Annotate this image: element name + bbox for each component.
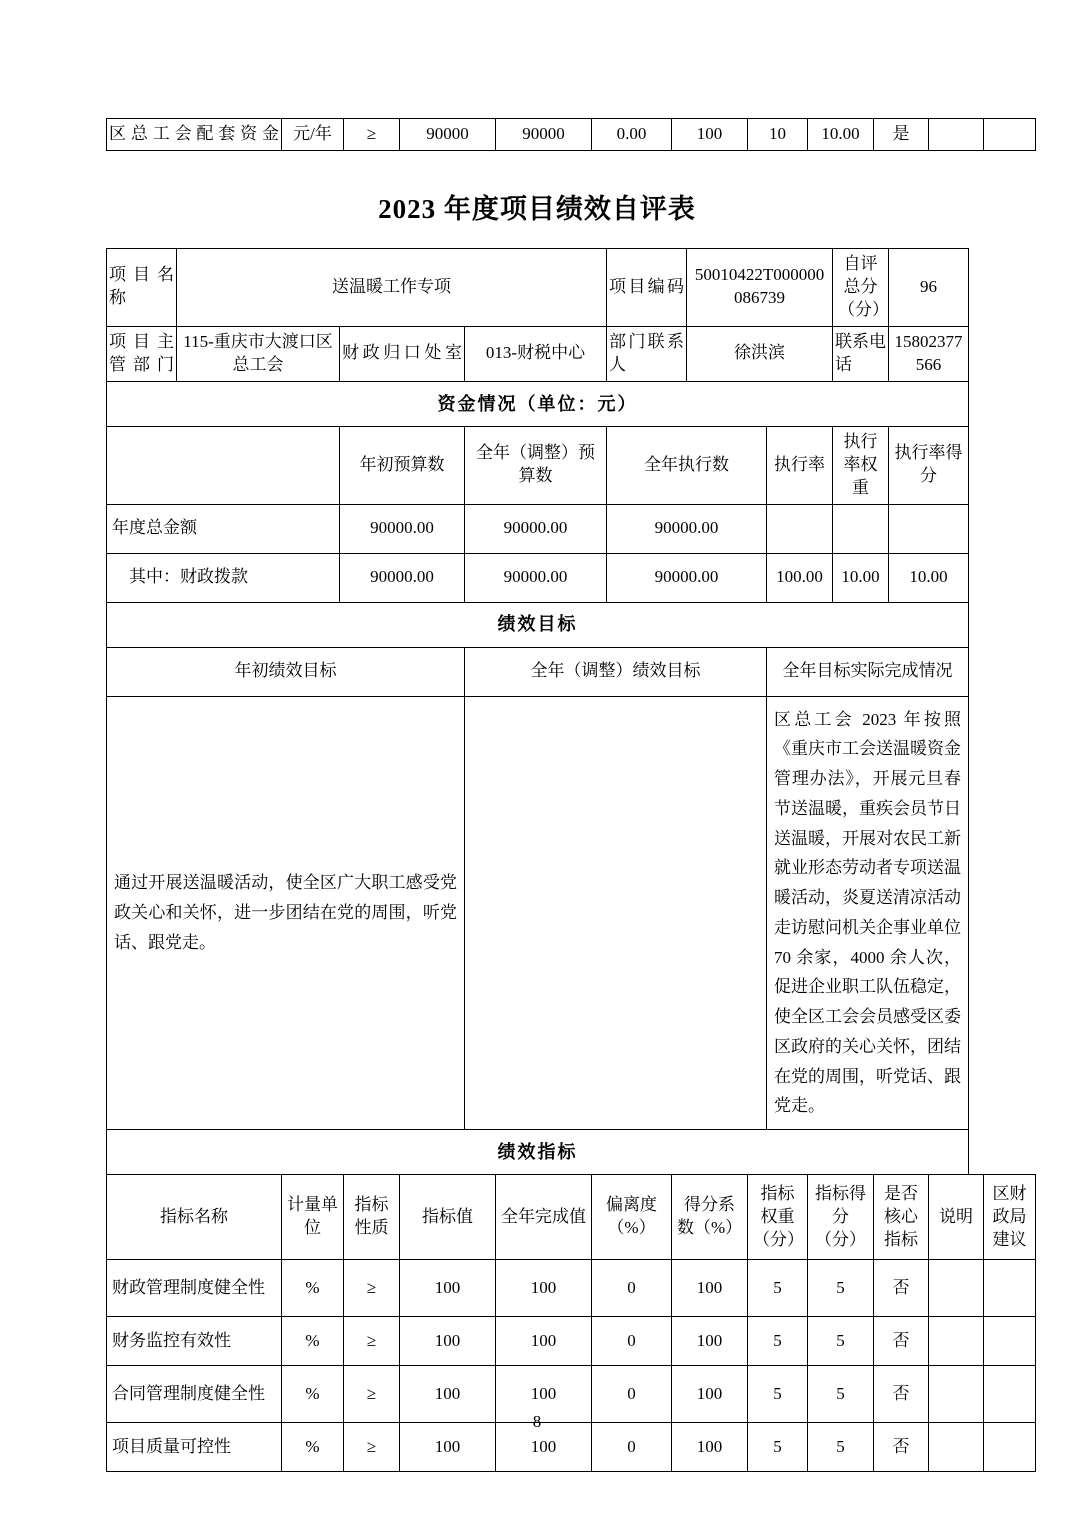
indicator-advice [984, 1260, 1036, 1317]
table-row [107, 119, 1036, 151]
indicator-actual: 100 [496, 1366, 592, 1423]
indicator-core: 是 [874, 119, 929, 151]
indicator-unit: 元/年 [282, 119, 344, 151]
funds-header-score: 执行率得分 [889, 426, 969, 504]
indicator-advice [984, 1317, 1036, 1366]
funds-adjusted-budget: 90000.00 [465, 553, 607, 602]
table-row [107, 1317, 1036, 1366]
indicator-score: 5 [808, 1260, 874, 1317]
indicator-note [929, 119, 984, 151]
self-score-value: 96 [889, 248, 969, 326]
indicator-target: 100 [400, 1366, 496, 1423]
indicator-score: 5 [808, 1317, 874, 1366]
performance-self-evaluation-table [106, 248, 969, 1175]
funds-begin-budget: 90000.00 [340, 504, 465, 553]
indicator-name: 项目质量可控性 [107, 1423, 282, 1472]
indicator-actual: 100 [496, 1317, 592, 1366]
indicator-name: 财政管理制度健全性 [107, 1260, 282, 1317]
header-target: 指标值 [400, 1175, 496, 1260]
indicator-target: 100 [400, 1423, 496, 1472]
indicator-actual: 100 [496, 1423, 592, 1472]
indicators-section-title: 绩效指标 [107, 1130, 969, 1175]
indicator-target: 100 [400, 1317, 496, 1366]
project-name-value: 送温暖工作专项 [177, 248, 607, 326]
indicators-section-row [107, 1130, 969, 1175]
header-deviation: 偏离度（%） [592, 1175, 672, 1260]
phone-value: 15802377566 [889, 326, 969, 381]
header-nature: 指标性质 [344, 1175, 400, 1260]
dept-value: 115-重庆市大渡口区总工会 [177, 326, 340, 381]
indicator-coefficient: 100 [672, 1260, 748, 1317]
goals-header-row [107, 647, 969, 696]
funds-appropriation-row [107, 553, 969, 602]
indicator-weight: 5 [748, 1317, 808, 1366]
header-indicator-name: 指标名称 [107, 1175, 282, 1260]
indicator-nature: ≥ [344, 1317, 400, 1366]
indicator-nature: ≥ [344, 119, 400, 151]
indicator-nature: ≥ [344, 1260, 400, 1317]
funds-row-label: 其中：财政拨款 [107, 553, 340, 602]
indicator-unit: % [282, 1366, 344, 1423]
table-row [107, 1260, 1036, 1317]
indicator-nature: ≥ [344, 1423, 400, 1472]
indicator-deviation: 0 [592, 1423, 672, 1472]
indicator-core: 否 [874, 1423, 929, 1472]
funds-header-executed: 全年执行数 [607, 426, 767, 504]
goals-actual-completion: 区总工会 2023 年按照《重庆市工会送温暖资金管理办法》，开展元旦春节送温暖，重疾会员节日送温暖，开展对农民工新就业形态劳动者专项送温暖活动，炎夏送清凉活动走访慰问机关企事业单位 70 余家，4000 余人次，促进企业职工队伍稳定，使全区工会会员感受区委区政府的关心关怀，团结在党的周围，听党话、跟党走。 [767, 696, 969, 1130]
funds-section-row [107, 381, 969, 426]
header-note: 说明 [929, 1175, 984, 1260]
funds-header-rate: 执行率 [767, 426, 833, 504]
self-score-label: 自评总分（分） [833, 248, 889, 326]
page-content [106, 0, 1027, 1472]
page-number: 8 [532, 1412, 542, 1431]
indicator-coefficient: 100 [672, 1423, 748, 1472]
indicator-note [929, 1260, 984, 1317]
indicator-core: 否 [874, 1260, 929, 1317]
project-code-value: 50010422T000000086739 [687, 248, 833, 326]
fiscal-office-value: 013-财税中心 [465, 326, 607, 381]
goals-section-title: 绩效目标 [107, 602, 969, 647]
indicator-coefficient: 100 [672, 1366, 748, 1423]
indicator-deviation: 0 [592, 1317, 672, 1366]
indicator-unit: % [282, 1423, 344, 1472]
indicator-unit: % [282, 1260, 344, 1317]
indicator-weight: 10 [748, 119, 808, 151]
funds-executed: 90000.00 [607, 504, 767, 553]
goals-header-actual: 全年目标实际完成情况 [767, 647, 969, 696]
goals-content-row [107, 696, 969, 1130]
indicator-weight: 5 [748, 1423, 808, 1472]
funds-row-label: 年度总金额 [107, 504, 340, 553]
dept-label: 项目主管部门 [107, 326, 177, 381]
project-name-label: 项目名称 [107, 248, 177, 326]
indicator-coefficient: 100 [672, 1317, 748, 1366]
funds-score: 10.00 [889, 553, 969, 602]
goals-adjusted-goal [465, 696, 767, 1130]
goals-begin-goal: 通过开展送温暖活动，使全区广大职工感受党政关心和关怀，进一步团结在党的周围，听党话、跟党走。 [107, 696, 465, 1130]
funds-header-begin-budget: 年初预算数 [340, 426, 465, 504]
funds-rate: 100.00 [767, 553, 833, 602]
indicator-coefficient: 100 [672, 119, 748, 151]
funds-header-weight: 执行率权重 [833, 426, 889, 504]
indicator-deviation: 0 [592, 1260, 672, 1317]
funds-weight [833, 504, 889, 553]
indicator-actual: 100 [496, 1260, 592, 1317]
indicator-weight: 5 [748, 1366, 808, 1423]
indicator-score: 5 [808, 1366, 874, 1423]
header-unit: 计量单位 [282, 1175, 344, 1260]
header-score: 指标得分（分） [808, 1175, 874, 1260]
funds-header-blank [107, 426, 340, 504]
goals-header-begin: 年初绩效目标 [107, 647, 465, 696]
header-advice: 区财政局建议 [984, 1175, 1036, 1260]
header-coefficient: 得分系数（%） [672, 1175, 748, 1260]
indicator-target: 100 [400, 1260, 496, 1317]
header-weight: 指标权重（分） [748, 1175, 808, 1260]
continued-indicator-table [106, 118, 1036, 151]
funds-header-row [107, 426, 969, 504]
page-title: 2023 年度项目绩效自评表 [378, 193, 696, 224]
project-code-label: 项目编码 [607, 248, 687, 326]
indicator-core: 否 [874, 1366, 929, 1423]
indicator-actual: 90000 [496, 119, 592, 151]
indicator-weight: 5 [748, 1260, 808, 1317]
funds-begin-budget: 90000.00 [340, 553, 465, 602]
indicator-score: 5 [808, 1423, 874, 1472]
funds-header-adjusted-budget: 全年（调整）预算数 [465, 426, 607, 504]
goals-section-row [107, 602, 969, 647]
contact-value: 徐洪滨 [687, 326, 833, 381]
fiscal-office-label: 财政归口处室 [340, 326, 465, 381]
indicator-name: 区总工会配套资金 [107, 119, 282, 151]
indicator-advice [984, 119, 1036, 151]
funds-rate [767, 504, 833, 553]
project-name-row [107, 248, 969, 326]
funds-section-title: 资金情况（单位：元） [107, 381, 969, 426]
funds-executed: 90000.00 [607, 553, 767, 602]
header-actual: 全年完成值 [496, 1175, 592, 1260]
indicator-note [929, 1317, 984, 1366]
indicator-nature: ≥ [344, 1366, 400, 1423]
indicator-deviation: 0 [592, 1366, 672, 1423]
indicator-core: 否 [874, 1317, 929, 1366]
funds-adjusted-budget: 90000.00 [465, 504, 607, 553]
department-row [107, 326, 969, 381]
indicator-deviation: 0.00 [592, 119, 672, 151]
indicator-target: 90000 [400, 119, 496, 151]
indicator-unit: % [282, 1317, 344, 1366]
indicators-header-row [107, 1175, 1036, 1260]
goals-header-adjusted: 全年（调整）绩效目标 [465, 647, 767, 696]
funds-score [889, 504, 969, 553]
header-core: 是否核心指标 [874, 1175, 929, 1260]
funds-weight: 10.00 [833, 553, 889, 602]
indicator-name: 财务监控有效性 [107, 1317, 282, 1366]
contact-label: 部门联系人 [607, 326, 687, 381]
phone-label: 联系电话 [833, 326, 889, 381]
funds-total-row [107, 504, 969, 553]
indicator-name: 合同管理制度健全性 [107, 1366, 282, 1423]
indicator-score: 10.00 [808, 119, 874, 151]
